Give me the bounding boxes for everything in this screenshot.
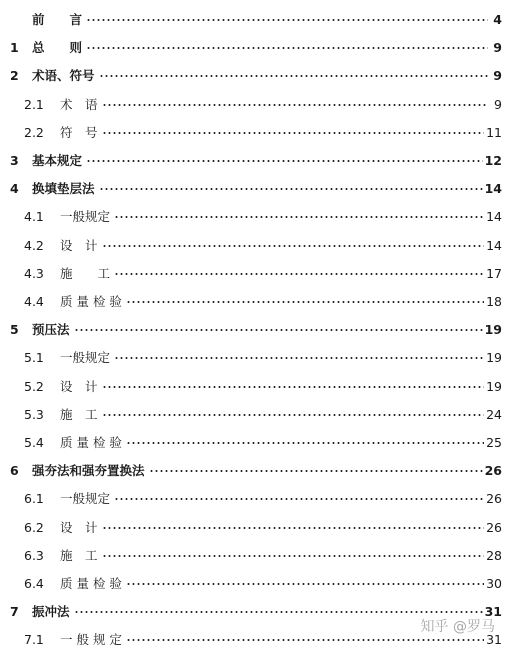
toc-entry-number: 3	[10, 153, 19, 168]
toc-leader-dots	[86, 15, 488, 25]
toc-entry-number: 5	[10, 322, 19, 338]
toc-leader-dots	[102, 551, 485, 561]
toc-entry-number: 4.4	[24, 294, 44, 309]
toc-entry-title: 术 语	[60, 96, 98, 112]
toc-entry-number: 5.1	[24, 350, 44, 366]
toc-entry-page-number: 9	[493, 40, 502, 56]
toc-entry-title: 强夯法和强夯置换法	[32, 463, 145, 479]
toc-entry-number: 5.3	[24, 406, 44, 422]
toc-entry[interactable]	[24, 205, 502, 225]
toc-entry-page-number: 19	[484, 322, 502, 338]
toc-leader-dots	[126, 635, 484, 645]
toc-entry[interactable]	[24, 403, 502, 423]
toc-entry-title: 一 般 规 定	[60, 632, 122, 648]
toc-leader-dots	[99, 184, 483, 194]
toc-entry-page-number: 14	[486, 209, 502, 225]
toc-leader-dots	[149, 466, 483, 476]
toc-entry-number: 5.2	[24, 378, 44, 394]
toc-entry-title: 质 量 检 验	[60, 294, 122, 309]
toc-entry[interactable]	[24, 572, 502, 592]
toc-entry-title: 换填垫层法	[32, 181, 95, 197]
toc-entry[interactable]	[10, 8, 502, 28]
toc-entry[interactable]	[24, 234, 502, 254]
toc-entry-page-number: 25	[486, 435, 502, 450]
zhihu-watermark: 知乎 @罗马	[420, 619, 495, 635]
toc-leader-dots	[114, 269, 484, 279]
toc-entry-page-number: 17	[486, 265, 502, 281]
toc-entry-page-number: 14	[484, 181, 502, 197]
toc-leader-dots	[102, 241, 485, 251]
toc-entry-page-number: 31	[486, 632, 502, 648]
toc-entry-page-number: 26	[486, 491, 502, 507]
toc-entry-number: 4	[10, 181, 19, 197]
toc-entry-number: 4.3	[24, 265, 44, 281]
toc-entry-title: 施 工	[60, 265, 111, 281]
toc-entry-page-number: 4	[493, 12, 502, 27]
toc-entry-number: 6.4	[24, 576, 44, 591]
toc-entry-number: 7.1	[24, 632, 44, 648]
toc-entry-number: 2.2	[24, 124, 44, 140]
toc-entry-page-number: 28	[486, 547, 502, 563]
toc-entry-number: 1	[10, 40, 19, 56]
toc-leader-dots	[102, 382, 485, 392]
toc-entry[interactable]	[24, 487, 502, 507]
toc-entry-page-number: 18	[486, 294, 502, 309]
toc-entry[interactable]	[10, 149, 502, 169]
toc-entry[interactable]	[10, 36, 502, 56]
toc-entry-page-number: 9	[493, 68, 502, 84]
toc-entry-number: 6.3	[24, 547, 44, 563]
toc-entry-page-number: 26	[486, 519, 502, 535]
toc-entry-title: 设 计	[60, 237, 98, 253]
toc-leader-dots	[126, 297, 484, 307]
toc-leader-dots	[102, 100, 488, 110]
toc-entry-title: 施 工	[60, 547, 98, 563]
toc-leader-dots	[99, 71, 488, 81]
toc-entry-number: 6.2	[24, 519, 44, 535]
toc-leader-dots	[126, 438, 484, 448]
toc-entry-title: 预压法	[32, 322, 70, 338]
toc-entry-title: 前 言	[32, 12, 83, 27]
toc-entry-page-number: 24	[486, 406, 502, 422]
toc-entry-page-number: 9	[494, 96, 502, 112]
toc-entry[interactable]	[10, 318, 502, 338]
toc-entry-title: 基本规定	[32, 153, 83, 168]
toc-leader-dots	[126, 579, 484, 589]
toc-entry[interactable]	[24, 93, 502, 113]
toc-entry-page-number: 14	[486, 237, 502, 253]
toc-entry-page-number: 26	[484, 463, 502, 479]
toc-entry-title: 符 号	[60, 124, 98, 140]
toc-entry-title: 质 量 检 验	[60, 576, 122, 591]
toc-leader-dots	[86, 156, 483, 166]
toc-leader-dots	[102, 410, 485, 420]
toc-entry-page-number: 19	[486, 350, 502, 366]
toc-entry-number: 6.1	[24, 491, 44, 507]
toc-entry-title: 一般规定	[60, 350, 111, 366]
toc-entry-number: 2	[10, 68, 19, 84]
toc-entry[interactable]	[24, 290, 502, 310]
toc-entry-number: 4.2	[24, 237, 44, 253]
toc-entry-title: 术语、符号	[32, 68, 95, 84]
toc-entry[interactable]	[24, 544, 502, 564]
toc-entry[interactable]	[24, 346, 502, 366]
toc-leader-dots	[102, 523, 485, 533]
toc-leader-dots	[114, 494, 484, 504]
toc-leader-dots	[114, 353, 484, 363]
toc-entry[interactable]	[24, 516, 502, 536]
toc-entry-title: 振冲法	[32, 604, 70, 620]
toc-entry-page-number: 31	[484, 604, 502, 620]
toc-entry-page-number: 11	[486, 124, 502, 140]
toc-entry-page-number: 12	[484, 153, 502, 168]
toc-entry-title: 设 计	[60, 378, 98, 394]
toc-entry[interactable]	[24, 121, 502, 141]
toc-entry[interactable]	[10, 177, 502, 197]
toc-leader-dots	[102, 128, 485, 138]
toc-entry-title: 设 计	[60, 519, 98, 535]
toc-leader-dots	[86, 43, 488, 53]
toc-entry-title: 质 量 检 验	[60, 435, 122, 450]
toc-entry-number: 6	[10, 463, 19, 479]
toc-entry-page-number: 19	[486, 378, 502, 394]
toc-entry-number: 5.4	[24, 435, 44, 450]
toc-leader-dots	[74, 325, 483, 335]
toc-entry[interactable]	[10, 64, 502, 84]
toc-leader-dots	[114, 212, 484, 222]
toc-entry-number: 2.1	[24, 96, 44, 112]
toc-entry-number: 4.1	[24, 209, 44, 225]
toc-entry-page-number: 30	[486, 576, 502, 591]
toc-entry-title: 总 则	[32, 40, 83, 56]
toc-entry[interactable]	[24, 431, 502, 451]
toc-entry-title: 一般规定	[60, 209, 111, 225]
toc-entry[interactable]	[10, 459, 502, 479]
toc-entry-title: 施 工	[60, 406, 98, 422]
toc-entry[interactable]	[24, 375, 502, 395]
toc-entry-title: 一般规定	[60, 491, 111, 507]
toc-entry-number: 7	[10, 604, 19, 620]
toc-entry[interactable]	[24, 262, 502, 282]
